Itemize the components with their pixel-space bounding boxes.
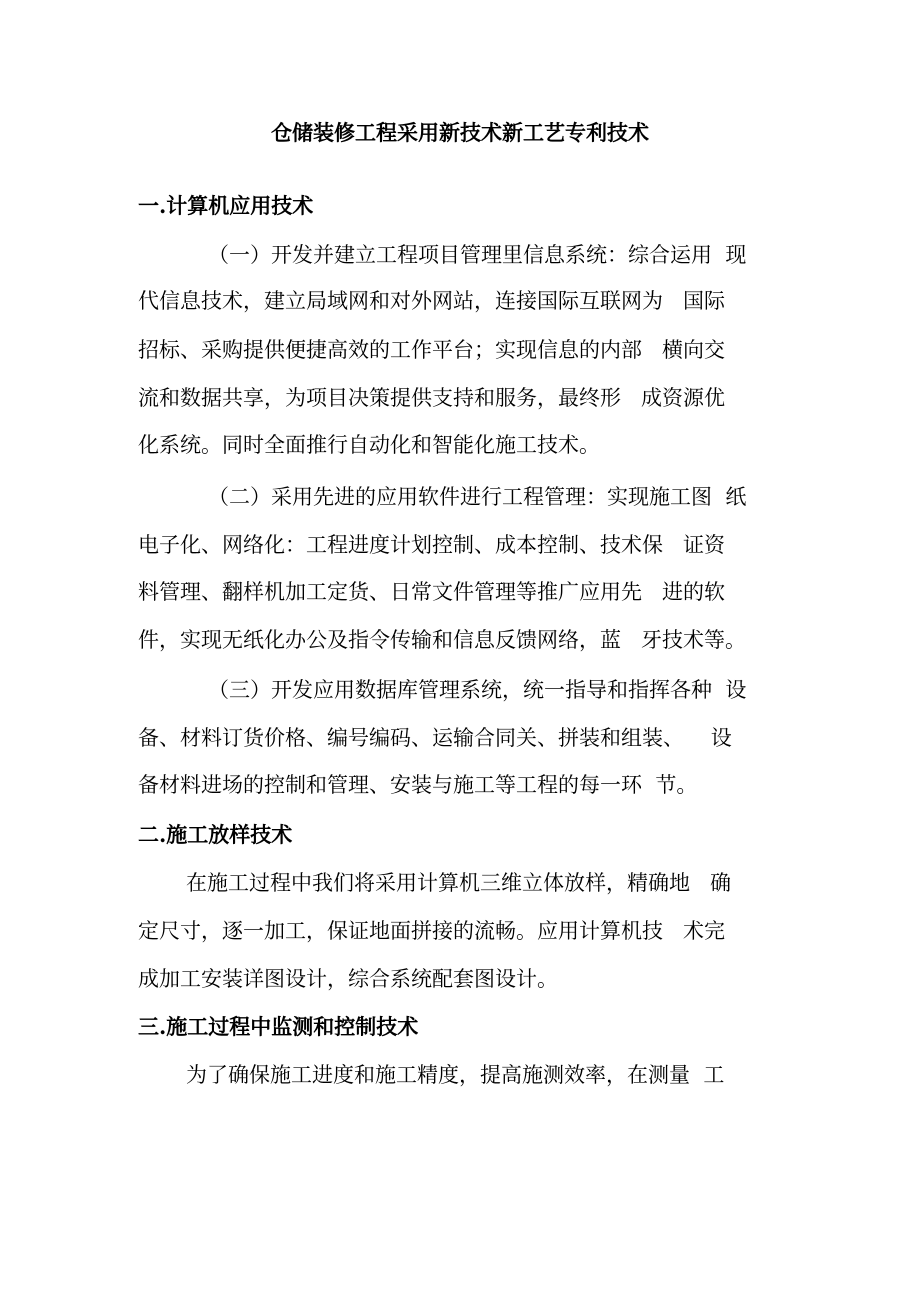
- paragraph-line: 定尺寸，逐一加工，保证地面拼接的流畅。应用计算机技 术完: [138, 919, 726, 943]
- paragraph-line: 备材料进场的控制和管理、安装与施工等工程的每一环 节。: [138, 773, 698, 797]
- section-heading-monitoring-control: 三.施工过程中监测和控制技术: [138, 1014, 419, 1039]
- paragraph-line: 代信息技术，建立局域网和对外网站，连接国际互联网为 国际: [138, 289, 726, 313]
- paragraph-line: 化系统。同时全面推行自动化和智能化施工技术。: [138, 433, 600, 457]
- paragraph-line: 为了确保施工进度和施工精度，提高施测效率，在测量 工: [186, 1063, 725, 1087]
- paragraph-line: （一）开发并建立工程项目管理里信息系统：综合运用 现: [208, 243, 747, 267]
- paragraph-line: 料管理、翻样机加工定货、日常文件管理等推广应用先 进的软: [138, 580, 726, 604]
- paragraph-line: 在施工过程中我们将采用计算机三维立体放样，精确地 确: [186, 871, 732, 895]
- paragraph-line: 流和数据共享，为项目决策提供支持和服务，最终形 成资源优: [138, 386, 726, 410]
- paragraph-line: 件，实现无纸化办公及指令传输和信息反馈网络，蓝 牙技术等。: [138, 628, 747, 652]
- paragraph-line: （三）开发应用数据库管理系统，统一指导和指挥各种 设: [208, 678, 747, 702]
- paragraph-line: 成加工安装详图设计，综合系统配套图设计。: [138, 967, 558, 991]
- paragraph-line: 电子化、网络化：工程进度计划控制、成本控制、技术保 证资: [138, 533, 726, 557]
- paragraph-line: 招标、采购提供便捷高效的工作平台；实现信息的内部 横向交: [138, 338, 726, 362]
- paragraph-line: （二）采用先进的应用软件进行工程管理：实现施工图 纸: [208, 485, 747, 509]
- page-title: 仓储装修工程采用新技术新工艺专利技术: [271, 120, 649, 145]
- section-heading-computer-application: 一.计算机应用技术: [138, 193, 314, 218]
- paragraph-line: 备、材料订货价格、编号编码、运输合同关、拼装和组装、 设: [138, 726, 732, 750]
- section-heading-construction-layout: 二.施工放样技术: [138, 822, 293, 847]
